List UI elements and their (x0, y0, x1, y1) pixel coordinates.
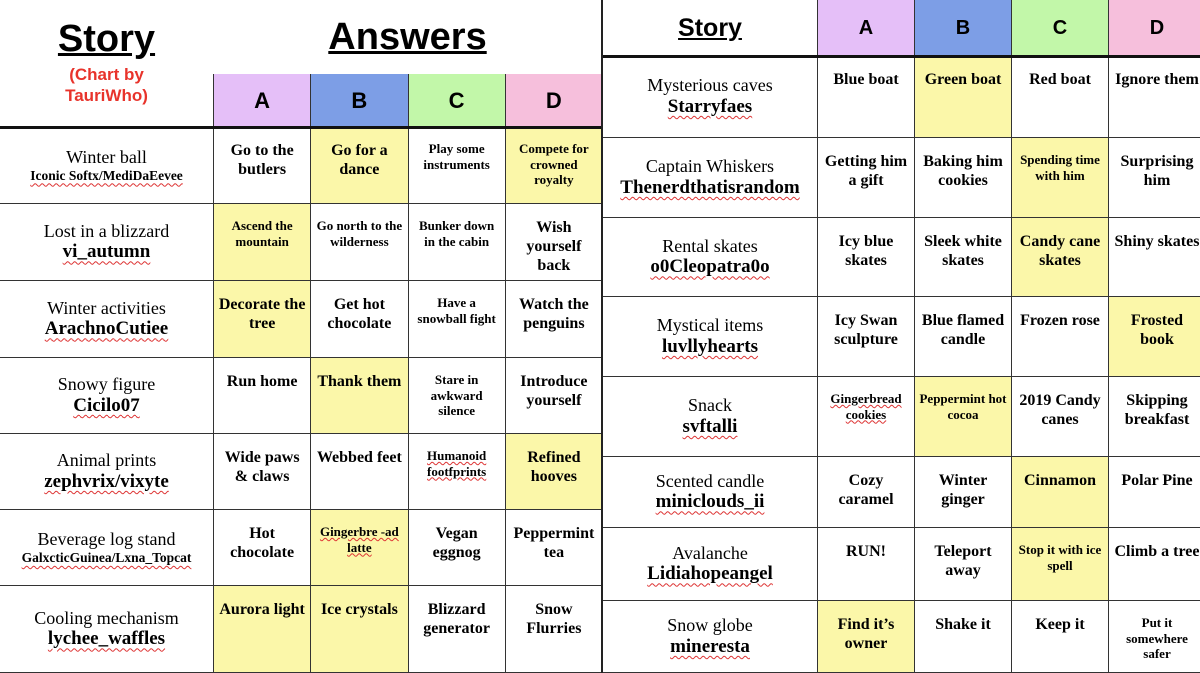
left-col-header-a: A (213, 74, 310, 127)
answer-text: Stare in awkward silence (430, 372, 483, 419)
answer-text: Baking him cookies (923, 153, 1003, 190)
answer-text: Webbed feet (316, 449, 402, 466)
right-col-header-a: A (817, 0, 914, 56)
answer-d (1108, 601, 1200, 672)
answer-c (408, 204, 505, 280)
story-title: Avalanche (672, 542, 748, 563)
answer-a (817, 297, 914, 376)
answer-text: Icy Swan sculpture (834, 312, 898, 349)
left-header-rule (0, 126, 602, 129)
right-row (603, 138, 1200, 218)
answer-text: Humanoid footfprints (427, 448, 487, 479)
answer-d (1108, 457, 1200, 527)
story-cell (0, 434, 213, 509)
answer-text: Skipping breakfast (1124, 392, 1190, 429)
answer-b (914, 218, 1011, 296)
answer-d (505, 434, 602, 509)
story-cell (603, 138, 817, 217)
answer-text: Go to the butlers (230, 142, 294, 179)
story-cell (0, 510, 213, 585)
answer-text: Shake it (935, 616, 991, 633)
answer-text: Blue flamed candle (921, 312, 1005, 349)
story-author: Lidiahopeangel (647, 563, 773, 585)
answer-c (408, 127, 505, 203)
story-cell (603, 218, 817, 296)
left-row (0, 204, 602, 281)
answer-c (1011, 601, 1108, 672)
answer-text: Hot chocolate (230, 525, 295, 562)
answer-text: Snow Flurries (526, 601, 582, 638)
right-row (603, 377, 1200, 457)
answer-d (1108, 528, 1200, 600)
answer-text: Have a snowball fight (417, 295, 496, 326)
story-author: mineresta (670, 635, 750, 657)
answer-text: Gingerbread cookies (830, 391, 902, 422)
story-author: Starryfaes (667, 95, 753, 117)
answer-text: Cozy caramel (838, 472, 894, 509)
answer-b (914, 457, 1011, 527)
right-row (603, 56, 1200, 138)
answer-text: Getting him a gift (824, 153, 908, 190)
answer-text: Shiny skates (1114, 233, 1200, 250)
story-title: Mystical items (656, 315, 764, 336)
answer-b (914, 297, 1011, 376)
story-title: Mysterious caves (647, 75, 773, 96)
answer-text: Stop it with ice spell (1018, 542, 1102, 573)
answer-text: Play some instruments (423, 141, 490, 172)
story-cell (0, 127, 213, 203)
answer-d (505, 358, 602, 433)
left-row (0, 281, 602, 358)
answer-text: Frozen rose (1020, 312, 1100, 329)
answer-text: Decorate the tree (218, 296, 306, 333)
story-title: Snow globe (667, 615, 753, 636)
story-title: Winter activities (47, 297, 166, 318)
answer-text: Teleport away (934, 543, 992, 580)
answer-text: Winter ginger (938, 472, 988, 509)
right-chart (603, 0, 1200, 673)
answer-b (914, 138, 1011, 217)
answer-d (1108, 138, 1200, 217)
answer-d (505, 127, 602, 203)
story-title: Rental skates (662, 235, 758, 256)
answer-b (310, 510, 407, 585)
story-cell (603, 601, 817, 672)
answer-c (408, 281, 505, 357)
story-cell (603, 297, 817, 376)
answer-text: Watch the penguins (518, 296, 589, 333)
answer-a (817, 138, 914, 217)
answer-text: Ascend the mountain (231, 218, 293, 249)
answer-d (1108, 218, 1200, 296)
answer-d (505, 510, 602, 585)
answer-text: Green boat (924, 71, 1002, 88)
answer-text: Ignore them (1115, 71, 1199, 88)
answer-d (505, 586, 602, 672)
right-story-title: Story (678, 13, 742, 42)
story-author: o0Cleopatra0o (650, 256, 770, 278)
answer-text: Wide paws & claws (224, 449, 300, 486)
answer-c (408, 586, 505, 672)
answer-d (505, 281, 602, 357)
left-col-header-c: C (408, 74, 505, 127)
answer-a (213, 204, 310, 280)
answer-c (408, 434, 505, 509)
answer-c (1011, 528, 1108, 600)
story-author: miniclouds_ii (655, 491, 765, 513)
story-cell (603, 56, 817, 137)
answer-a (213, 127, 310, 203)
answer-text: Blue boat (833, 71, 899, 88)
story-title: Winter ball (66, 146, 147, 167)
story-author: lychee_waffles (47, 628, 166, 650)
answer-text: Introduce yourself (520, 373, 588, 410)
chart-credit: (Chart by TauriWho) (65, 65, 148, 106)
answer-b (310, 127, 407, 203)
answer-a (817, 218, 914, 296)
answer-text: Red boat (1029, 71, 1091, 88)
answer-text: Peppermint hot cocoa (919, 391, 1007, 422)
left-story-header (0, 0, 213, 127)
answer-text: Compete for crowned royalty (519, 141, 589, 188)
answer-a (817, 528, 914, 600)
answer-text: Go north to the wilderness (316, 218, 403, 249)
answer-text: Bunker down in the cabin (418, 218, 495, 249)
left-row (0, 127, 602, 204)
answer-text: Frosted book (1130, 312, 1184, 349)
answer-c (1011, 56, 1108, 137)
answer-text: Refined hooves (527, 449, 581, 486)
answer-a (817, 377, 914, 456)
answer-text: Vegan eggnog (432, 525, 481, 562)
answer-a (817, 457, 914, 527)
answer-b (310, 358, 407, 433)
story-author: GalxcticGuinea/Lxna_Topcat (21, 550, 192, 566)
story-cell (603, 377, 817, 456)
story-title: Snack (688, 395, 732, 416)
left-row (0, 358, 602, 434)
answer-text: Go for a dance (331, 142, 388, 179)
answer-text: Keep it (1035, 616, 1085, 633)
answer-d (1108, 297, 1200, 376)
right-row (603, 218, 1200, 297)
answer-a (817, 601, 914, 672)
answer-text: Put it somewhere safer (1126, 615, 1188, 662)
story-title: Snowy figure (57, 374, 156, 395)
story-author: svftalli (682, 415, 738, 437)
story-title: Scented candle (655, 470, 765, 491)
answer-c (1011, 297, 1108, 376)
story-cell (0, 358, 213, 433)
answer-b (310, 204, 407, 280)
right-col-header-c: C (1011, 0, 1108, 56)
right-row (603, 297, 1200, 377)
left-col-header-d: D (505, 74, 602, 127)
answer-b (914, 528, 1011, 600)
right-row (603, 457, 1200, 528)
answer-text: Find it’s owner (837, 616, 895, 653)
answer-text: Ice crystals (320, 601, 398, 618)
answer-text: Sleek white skates (924, 233, 1002, 270)
story-title: Captain Whiskers (645, 156, 775, 177)
story-author: luvllyhearts (661, 335, 759, 357)
answer-text: Spending time with him (1020, 152, 1100, 183)
answer-b (310, 281, 407, 357)
right-row (603, 601, 1200, 673)
answer-text: Blizzard generator (423, 601, 490, 638)
answers-title: Answers (328, 15, 487, 58)
answer-c (1011, 457, 1108, 527)
left-row (0, 510, 602, 586)
answer-b (914, 377, 1011, 456)
answer-c (1011, 138, 1108, 217)
story-author: ArachnoCutiee (44, 318, 169, 340)
answer-d (1108, 56, 1200, 137)
story-author: zephvrix/vixyte (44, 470, 169, 492)
story-author: Cicilo07 (73, 394, 140, 416)
answer-c (1011, 377, 1108, 456)
answer-text: Polar Pine (1121, 472, 1193, 489)
story-cell (0, 281, 213, 357)
answer-text: Gingerbre -ad latte (319, 524, 399, 555)
answer-text: Climb a tree (1114, 543, 1200, 560)
answer-text: Peppermint tea (513, 525, 595, 562)
answer-a (213, 510, 310, 585)
answer-text: Cinnamon (1023, 472, 1097, 489)
answer-b (914, 56, 1011, 137)
story-cell (603, 528, 817, 600)
answer-b (914, 601, 1011, 672)
answer-text: Icy blue skates (838, 233, 894, 270)
right-row (603, 528, 1200, 601)
answer-c (408, 510, 505, 585)
left-story-title: Story (57, 18, 156, 61)
answer-text: Surprising him (1120, 153, 1194, 190)
story-title: Beverage log stand (37, 529, 176, 550)
answer-text: Run home (226, 373, 298, 390)
answer-d (505, 204, 602, 280)
answer-text: 2019 Candy canes (1019, 392, 1101, 429)
story-title: Lost in a blizzard (43, 220, 170, 241)
right-col-header-b: B (914, 0, 1011, 56)
right-story-header (603, 0, 817, 56)
answer-c (1011, 218, 1108, 296)
answer-a (213, 358, 310, 433)
story-title: Cooling mechanism (34, 607, 179, 628)
answer-text: Wish yourself back (526, 219, 582, 275)
story-cell (0, 204, 213, 280)
answer-text: Thank them (317, 373, 402, 390)
story-title: Animal prints (56, 450, 157, 471)
answer-a (213, 434, 310, 509)
answer-b (310, 586, 407, 672)
answer-a (213, 586, 310, 672)
right-header-rule (603, 55, 1200, 58)
story-author: Iconic Softx/MediDaEevee (30, 167, 183, 183)
story-cell (603, 457, 817, 527)
answer-c (408, 358, 505, 433)
answer-d (1108, 377, 1200, 456)
left-row (0, 586, 602, 673)
story-cell (0, 586, 213, 672)
story-author: vi_autumn (62, 241, 151, 263)
answer-a (213, 281, 310, 357)
answer-text: RUN! (846, 543, 886, 560)
answer-a (817, 56, 914, 137)
answer-text: Get hot chocolate (327, 296, 392, 333)
answer-b (310, 434, 407, 509)
answer-text: Candy cane skates (1019, 233, 1101, 270)
left-col-header-b: B (310, 74, 407, 127)
left-row (0, 434, 602, 510)
answer-text: Aurora light (219, 601, 305, 618)
story-author: Thenerdthatisrandom (620, 176, 800, 198)
right-col-header-d: D (1108, 0, 1200, 56)
